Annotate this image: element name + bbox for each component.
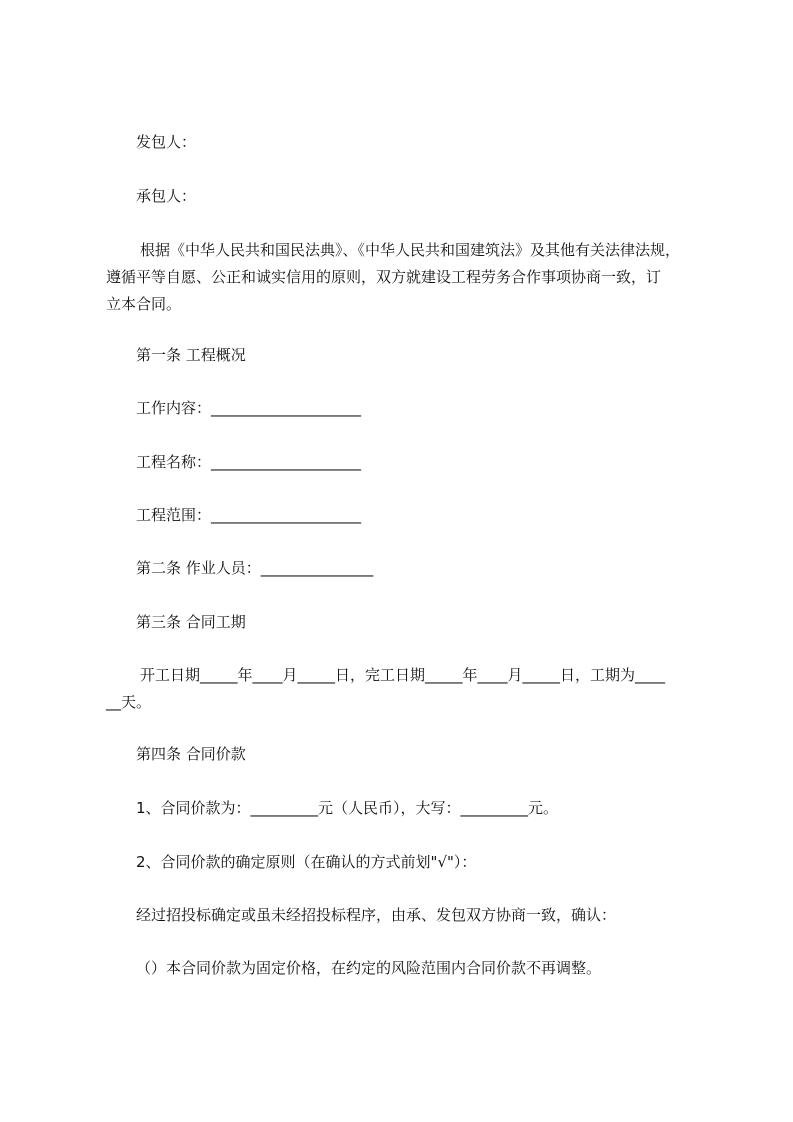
article1-title: 第一条 工程概况 [136, 346, 246, 364]
price-option-1: （）本合同价款为固定价格，在约定的风险范围内合同价款不再调整。 [136, 959, 602, 977]
project-name-field: 工程名称：____________________ [136, 453, 362, 471]
intro-line-3: 立本合同。 [106, 295, 182, 313]
contractor-label: 承包人： [136, 187, 197, 205]
schedule-line-2: __天。 [106, 693, 152, 711]
schedule-line-1: 开工日期_____年____月_____日，完工日期_____年____月_____日，工期为____ [140, 666, 666, 684]
price-item-1: 1、合同价款为：_________元（人民币），大写：_________元。 [136, 799, 559, 817]
intro-line-2: 遵循平等自愿、公正和诚实信用的原则，双方就建设工程劳务合作事项协商一致，订 [106, 268, 662, 286]
price-item-2: 2、合同价款的确定原则（在确认的方式前划"√"）： [136, 853, 477, 871]
employer-label: 发包人： [136, 133, 197, 151]
price-item-2-desc: 经过招投标确定或虽未经招投标程序，由承、发包双方协商一致，确认： [136, 906, 617, 924]
project-scope-field: 工程范围：____________________ [136, 506, 362, 524]
work-content-field: 工作内容：____________________ [136, 399, 362, 417]
article3-title: 第三条 合同工期 [136, 613, 246, 631]
article4-title: 第四条 合同价款 [136, 745, 246, 763]
article2-title: 第二条 作业人员：_______________ [136, 559, 374, 577]
intro-line-1: 根据《中华人民共和国民法典》、《中华人民共和国建筑法》及其他有关法律法规， [140, 241, 681, 259]
